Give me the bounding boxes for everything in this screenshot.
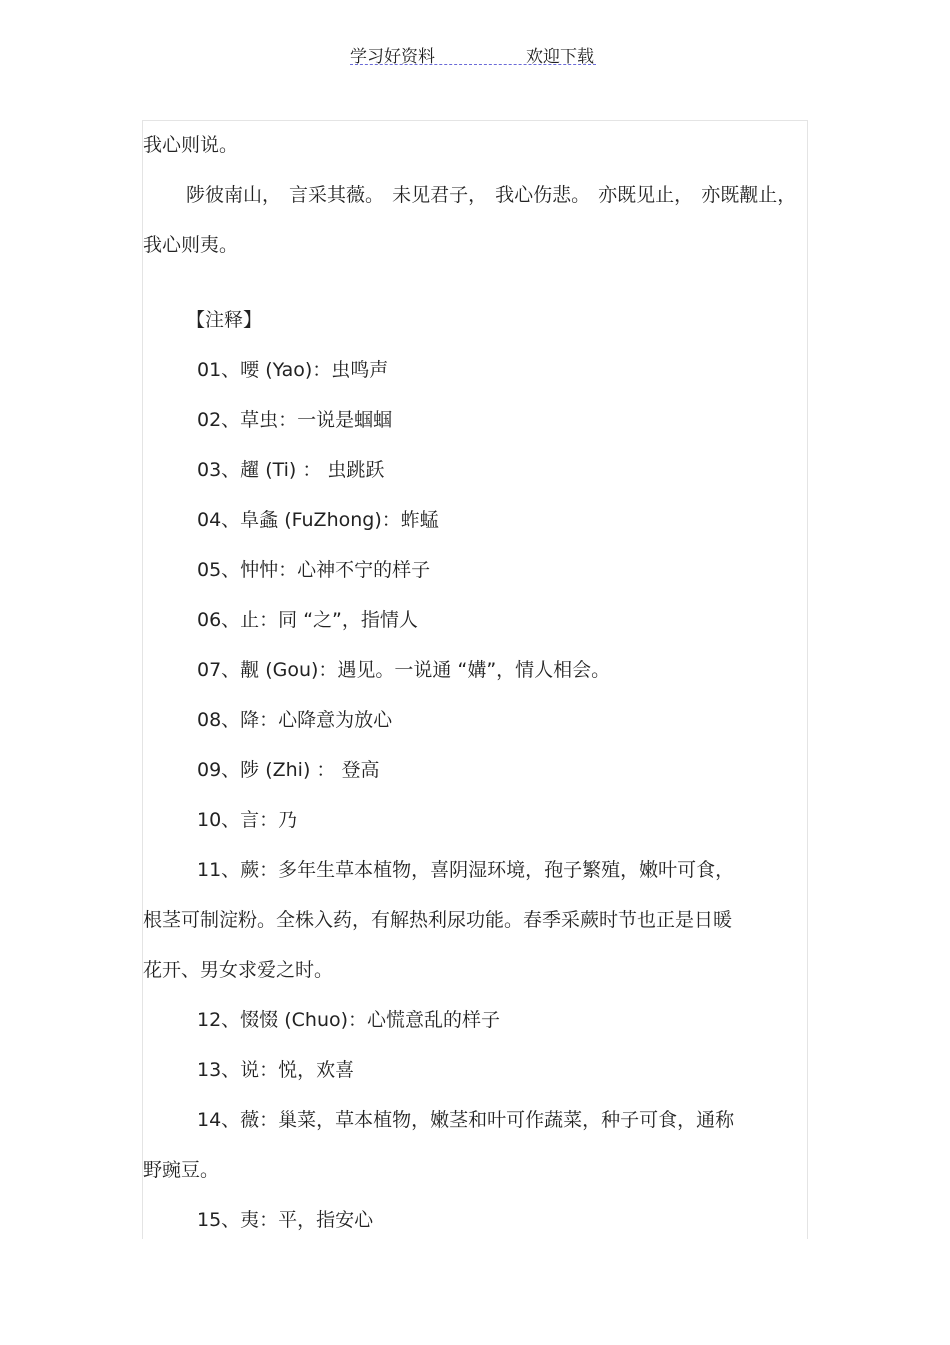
note-04: 04、阜螽 (FuZhong)：蚱蜢 xyxy=(197,509,439,531)
note-06: 06、止：同 “之”，指情人 xyxy=(197,609,418,631)
notes-heading: 【注释】 xyxy=(186,309,263,331)
poem-line-1: 我心则说。 xyxy=(143,134,239,156)
poem-line-3: 我心则夷。 xyxy=(143,234,239,256)
note-11-line-1: 11、蕨：多年生草本植物，喜阴湿环境，孢子繁殖，嫩叶可食， xyxy=(197,859,735,881)
note-10: 10、言：乃 xyxy=(197,809,298,831)
note-14-line-2: 野豌豆。 xyxy=(143,1159,220,1181)
note-05: 05、忡忡：心神不宁的样子 xyxy=(197,559,431,581)
header-left-text: 学习好资料 xyxy=(350,47,435,67)
note-07: 07、觏 (Gou)：遇见。一说通 “媾”，情人相会。 xyxy=(197,659,611,681)
note-09: 09、陟 (Zhi) ： 登高 xyxy=(197,759,380,781)
note-11-line-2: 根茎可制淀粉。全株入药，有解热利尿功能。春季采蕨时节也正是日暖 xyxy=(143,909,733,931)
note-11-line-3: 花开、男女求爱之时。 xyxy=(143,959,334,981)
poem-line-2: 陟彼南山， 言采其薇。 未见君子， 我心伤悲。 亦既见止， 亦既觏止， xyxy=(186,184,797,206)
note-15: 15、夷：平，指安心 xyxy=(197,1209,374,1231)
note-03: 03、趯 (Ti) ： 虫跳跃 xyxy=(197,459,385,481)
header-right-text: 欢迎下载 xyxy=(526,47,594,67)
page-header xyxy=(350,40,596,65)
note-12: 12、惙惙 (Chuo)：心慌意乱的样子 xyxy=(197,1009,501,1031)
note-13: 13、说：悦，欢喜 xyxy=(197,1059,355,1081)
note-02: 02、草虫：一说是蝈蝈 xyxy=(197,409,393,431)
note-01: 01、喓 (Yao)：虫鸣声 xyxy=(197,359,389,381)
note-08: 08、降：心降意为放心 xyxy=(197,709,393,731)
note-14-line-1: 14、薇：巢菜，草本植物，嫩茎和叶可作蔬菜，种子可食，通称 xyxy=(197,1109,735,1131)
